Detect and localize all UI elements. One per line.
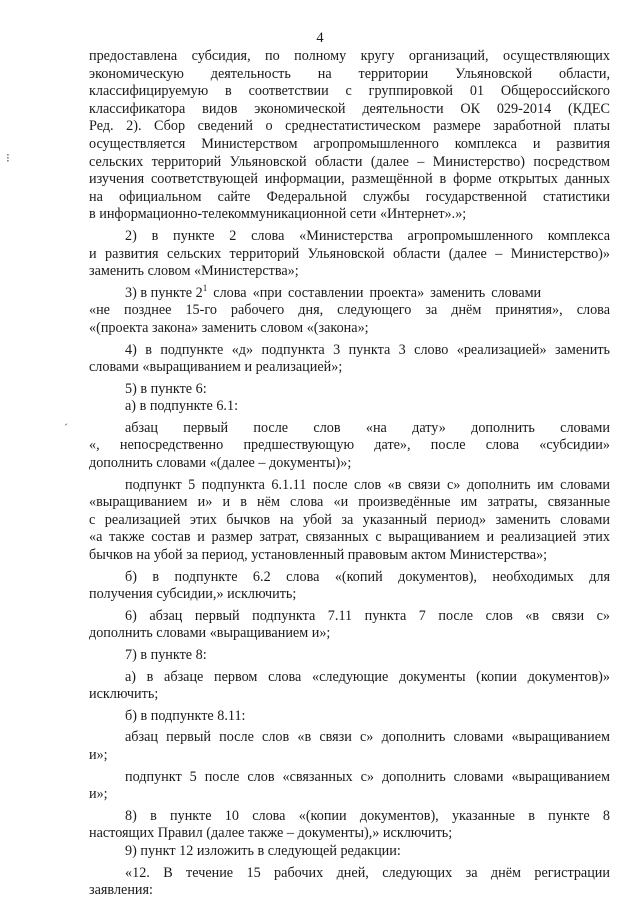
text-line: 4) в подпункте «д» подпункта 3 пункта 3 слово «реализацией» заменить — [125, 341, 610, 358]
text-line: предоставлена субсидия, по полному кругу организаций, осуществляющих — [89, 48, 610, 64]
text-line: 7) в пункте 8: — [125, 647, 207, 663]
text-line — [89, 282, 610, 303]
text-line: 5) в пункте 6: — [125, 380, 207, 397]
text-line: «(проекта закона» заменить словом «(закона»; — [89, 319, 369, 336]
text-line: настоящих Правил (далее также – документы),» исключить; — [89, 825, 453, 842]
text-line: сельских территорий Ульяновской области (далее – Министерство) посредством — [89, 153, 610, 170]
text-line: а) в подпункте 6.1: — [125, 398, 239, 415]
margin-mark: ⁝ — [6, 151, 10, 165]
text-line: 6) абзац первый подпункта 7.11 пункта 7 после слов «в связи с» — [125, 607, 610, 624]
text-line: на официальном сайте Федеральной службы государственной статистики — [89, 188, 610, 205]
text-line: в информационно-телекоммуникационной сети «Интернет».»; — [89, 206, 467, 223]
text-line: заявления: — [89, 882, 153, 899]
text-line: изучения соответствующей информации, размещённой в форме открытых данных — [89, 171, 610, 188]
text-line: подпункт 5 подпункта 6.1.11 после слов «в связи с» дополнить им словами — [125, 476, 610, 493]
text-line: и развития сельских территорий Ульяновской области (далее – Министерство)» — [89, 245, 610, 262]
text-line: «12. В течение 15 рабочих дней, следующих за днём регистрации — [125, 864, 610, 881]
text-line: «выращиванием и» и в нём слова «и произведённые им затраты, связанные — [89, 494, 610, 511]
text-line: классификатора видов экономической деятельности ОК 029-2014 (КДЕС — [89, 100, 610, 117]
text-line: абзац первый после слов «в связи с» дополнить словами «выращиванием — [125, 729, 610, 746]
text-line: «не позднее 15-го рабочего дня, следующего за днём принятия», слова — [89, 302, 610, 319]
text-line: экономическую деятельность на территории Ульяновской области, — [89, 65, 610, 82]
text-line: а) в абзаце первом слова «следующие документы (копии документов)» — [125, 668, 610, 685]
text-line: бычков на убой за период, установленный правовым актом Министерства»; — [89, 547, 548, 564]
text-line: и»; — [89, 786, 108, 803]
superscript: 1 — [202, 282, 208, 293]
text-line: дополнить словами «(далее – документы)»; — [89, 455, 352, 472]
text-line: и»; — [89, 746, 108, 763]
page-number: 4 — [316, 30, 324, 46]
text-line: 2) в пункте 2 слова «Министерства агропромышленного комплекса — [125, 227, 610, 244]
text-line: исключить; — [89, 686, 159, 703]
margin-mark: ˊ — [64, 421, 68, 435]
text-line: Ред. 2). Сбор сведений о среднестатистическом размере заработной платы — [89, 118, 610, 135]
text-line: «а также состав и размер затрат, связанных с выращиванием и реализацией этих — [89, 529, 610, 546]
text-line: заменить словом «Министерства»; — [89, 263, 299, 280]
text-line: с реализацией этих бычков на убой за указанный период» заменить словами — [89, 511, 610, 528]
text-line: «, непосредственно предшествующую дате», после слова «субсидии» — [89, 437, 610, 454]
text-line: подпункт 5 после слов «связанных с» дополнить словами «выращиванием — [125, 768, 610, 785]
text-line: словами «выращиванием и реализацией»; — [89, 359, 343, 376]
text-line: дополнить словами «выращиванием и»; — [89, 625, 331, 642]
text-line: б) в подпункте 6.2 слова «(копий документов), необходимых для — [125, 568, 610, 585]
text-fragment: 3) в пункте 2 — [125, 284, 203, 301]
document-body — [89, 48, 610, 900]
text-line: 9) пункт 12 изложить в следующей редакции: — [125, 842, 401, 859]
text-line: абзац первый после слов «на дату» дополнить словами — [125, 419, 610, 436]
text-fragment: слова «при составлении проекта» заменить словами — [207, 284, 542, 301]
text-line: получения субсидии,» исключить; — [89, 586, 297, 603]
text-line: 8) в пункте 10 слова «(копии документов), указанные в пункте 8 — [125, 807, 610, 824]
text-line: осуществляется Министерством агропромышленного комплекса и развития — [89, 135, 610, 152]
text-line: б) в подпункте 8.11: — [125, 707, 246, 724]
text-line: классифицируемую в соответствии с группировкой 01 Общероссийского — [89, 83, 610, 100]
